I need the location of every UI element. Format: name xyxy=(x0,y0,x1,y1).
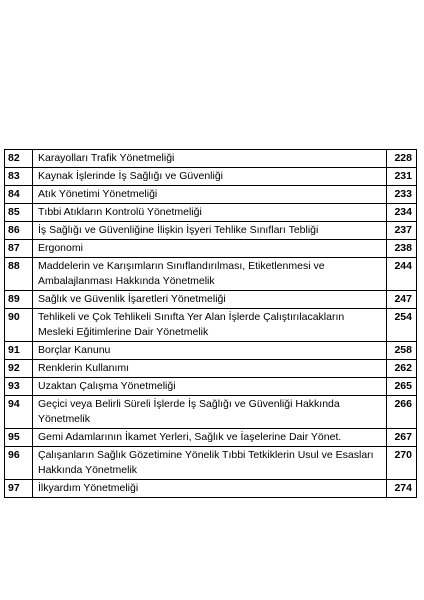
toc-page: 234 xyxy=(387,204,417,222)
toc-row xyxy=(5,480,417,498)
toc-row xyxy=(5,360,417,378)
toc-page: 265 xyxy=(387,378,417,396)
toc-number: 86 xyxy=(5,222,33,240)
toc-page: 270 xyxy=(387,447,417,480)
toc-title: Sağlık ve Güvenlik İşaretleri Yönetmeliği xyxy=(33,291,387,309)
toc-page: 262 xyxy=(387,360,417,378)
toc-number: 83 xyxy=(5,168,33,186)
toc-title: Kaynak İşlerinde İş Sağlığı ve Güvenliği xyxy=(33,168,387,186)
toc-title: Borçlar Kanunu xyxy=(33,342,387,360)
toc-row xyxy=(5,204,417,222)
toc-page: 228 xyxy=(387,150,417,168)
toc-title: İlkyardım Yönetmeliği xyxy=(33,480,387,498)
toc-row xyxy=(5,429,417,447)
toc-row xyxy=(5,168,417,186)
toc-title: İş Sağlığı ve Güvenliğine İlişkin İşyeri Tehlike Sınıfları Tebliği xyxy=(33,222,387,240)
toc-number: 90 xyxy=(5,309,33,342)
toc-row xyxy=(5,258,417,291)
toc-title: Atık Yönetimi Yönetmeliği xyxy=(33,186,387,204)
toc-page: 254 xyxy=(387,309,417,342)
toc-number: 85 xyxy=(5,204,33,222)
toc-row xyxy=(5,222,417,240)
toc-number: 94 xyxy=(5,396,33,429)
toc-number: 96 xyxy=(5,447,33,480)
toc-row xyxy=(5,342,417,360)
toc-number: 97 xyxy=(5,480,33,498)
toc-title: Çalışanların Sağlık Gözetimine Yönelik Tıbbi Tetkiklerin Usul ve Esasları Hakkında Yönetmelik xyxy=(33,447,387,480)
toc-title: Geçici veya Belirli Süreli İşlerde İş Sağlığı ve Güvenliği Hakkında Yönetmelik xyxy=(33,396,387,429)
toc-title: Karayolları Trafik Yönetmeliği xyxy=(33,150,387,168)
toc-number: 92 xyxy=(5,360,33,378)
toc-title: Ergonomi xyxy=(33,240,387,258)
toc-number: 89 xyxy=(5,291,33,309)
toc-title: Maddelerin ve Karışımların Sınıflandırılması, Etiketlenmesi ve Ambalajlanması Hakkında Yönetmelik xyxy=(33,258,387,291)
toc-row xyxy=(5,150,417,168)
toc-number: 95 xyxy=(5,429,33,447)
toc-row xyxy=(5,186,417,204)
toc-page: 244 xyxy=(387,258,417,291)
toc-number: 87 xyxy=(5,240,33,258)
toc-number: 82 xyxy=(5,150,33,168)
toc-row xyxy=(5,447,417,480)
toc-number: 93 xyxy=(5,378,33,396)
toc-page: 274 xyxy=(387,480,417,498)
toc-number: 88 xyxy=(5,258,33,291)
toc-page: 237 xyxy=(387,222,417,240)
toc-title: Tıbbi Atıkların Kontrolü Yönetmeliği xyxy=(33,204,387,222)
toc-page: 267 xyxy=(387,429,417,447)
toc-page: 233 xyxy=(387,186,417,204)
toc-title: Renklerin Kullanımı xyxy=(33,360,387,378)
toc-number: 91 xyxy=(5,342,33,360)
toc-title: Gemi Adamlarının İkamet Yerleri, Sağlık ve İaşelerine Dair Yönet. xyxy=(33,429,387,447)
toc-row xyxy=(5,291,417,309)
toc-number: 84 xyxy=(5,186,33,204)
toc-page: 266 xyxy=(387,396,417,429)
toc-page: 247 xyxy=(387,291,417,309)
toc-page: 231 xyxy=(387,168,417,186)
toc-row xyxy=(5,396,417,429)
toc-page: 258 xyxy=(387,342,417,360)
toc-page: 238 xyxy=(387,240,417,258)
toc-title: Uzaktan Çalışma Yönetmeliği xyxy=(33,378,387,396)
toc-row xyxy=(5,240,417,258)
toc-title: Tehlikeli ve Çok Tehlikeli Sınıfta Yer Alan İşlerde Çalıştırılacakların Mesleki Eğitimlerine Dair Yönetmelik xyxy=(33,309,387,342)
toc-row xyxy=(5,378,417,396)
table-of-contents xyxy=(4,149,417,498)
toc-row xyxy=(5,309,417,342)
toc-body xyxy=(5,150,417,498)
